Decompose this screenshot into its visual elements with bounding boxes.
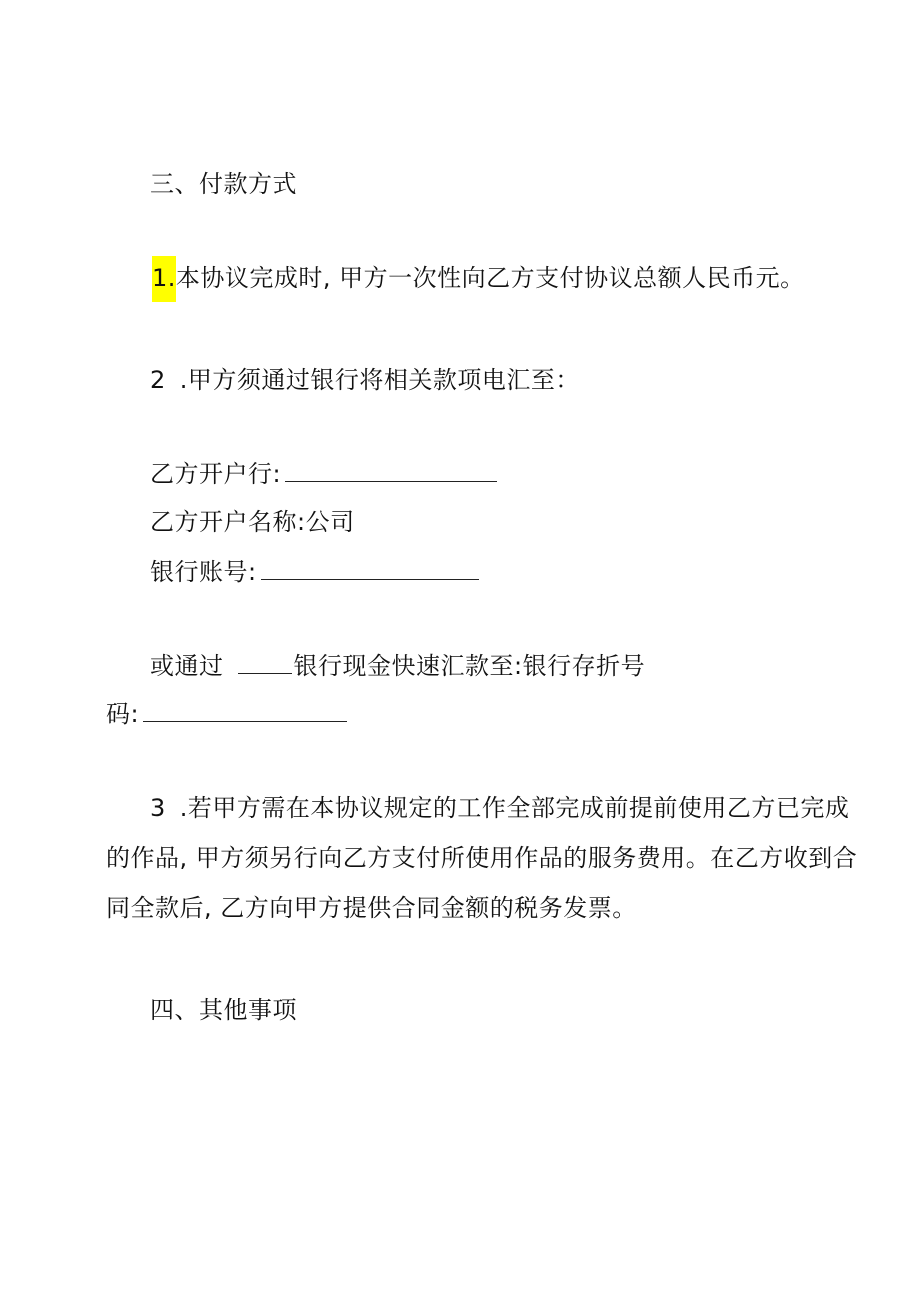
passbook-number-blank — [143, 699, 347, 722]
item-2-number: 2 — [150, 366, 166, 394]
section-3-heading — [150, 168, 297, 200]
bank-field-row — [150, 458, 497, 490]
account-name-value: 公司 — [305, 508, 355, 536]
alternative-continuation-row — [106, 698, 347, 730]
item-3-line-3 — [106, 892, 637, 924]
section-3-heading-text: 三、付款方式 — [150, 170, 297, 198]
item-1-paragraph — [152, 256, 805, 302]
section-4-heading-text: 四、其他事项 — [150, 996, 297, 1024]
item-3-text-line-1: .若甲方需在本协议规定的工作全部完成前提前使用乙方已完成 — [179, 794, 850, 822]
item-3-line-2 — [106, 842, 857, 874]
bank-blank-line — [285, 459, 497, 482]
alternative-bank-blank — [238, 651, 292, 674]
bank-label: 乙方开户行: — [150, 460, 282, 488]
item-3-number: 3 — [150, 794, 166, 822]
account-name-label: 乙方开户名称: — [150, 508, 306, 536]
item-1-text: 本协议完成时, 甲方一次性向乙方支付协议总额人民币元。 — [175, 264, 805, 292]
account-number-blank-line — [261, 557, 479, 580]
account-number-label: 银行账号: — [150, 558, 257, 586]
item-3-line-1 — [150, 792, 849, 824]
section-4-heading — [150, 994, 297, 1026]
alternative-prefix: 或通过 — [150, 652, 224, 680]
alternative-payment-row — [150, 650, 645, 682]
alternative-middle: 银行现金快速汇款至:银行存折号 — [293, 652, 646, 680]
account-number-row — [150, 556, 479, 588]
alternative-continuation: 码: — [106, 700, 140, 728]
item-3-text-line-3: 同全款后, 乙方向甲方提供合同金额的税务发票。 — [106, 894, 637, 922]
highlighted-item-number: 1. — [152, 256, 176, 302]
item-2-paragraph — [150, 364, 580, 396]
item-3-text-line-2: 的作品, 甲方须另行向乙方支付所使用作品的服务费用。在乙方收到合 — [106, 844, 858, 872]
account-name-row — [150, 506, 355, 538]
item-2-text: .甲方须通过银行将相关款项电汇至： — [179, 366, 580, 394]
